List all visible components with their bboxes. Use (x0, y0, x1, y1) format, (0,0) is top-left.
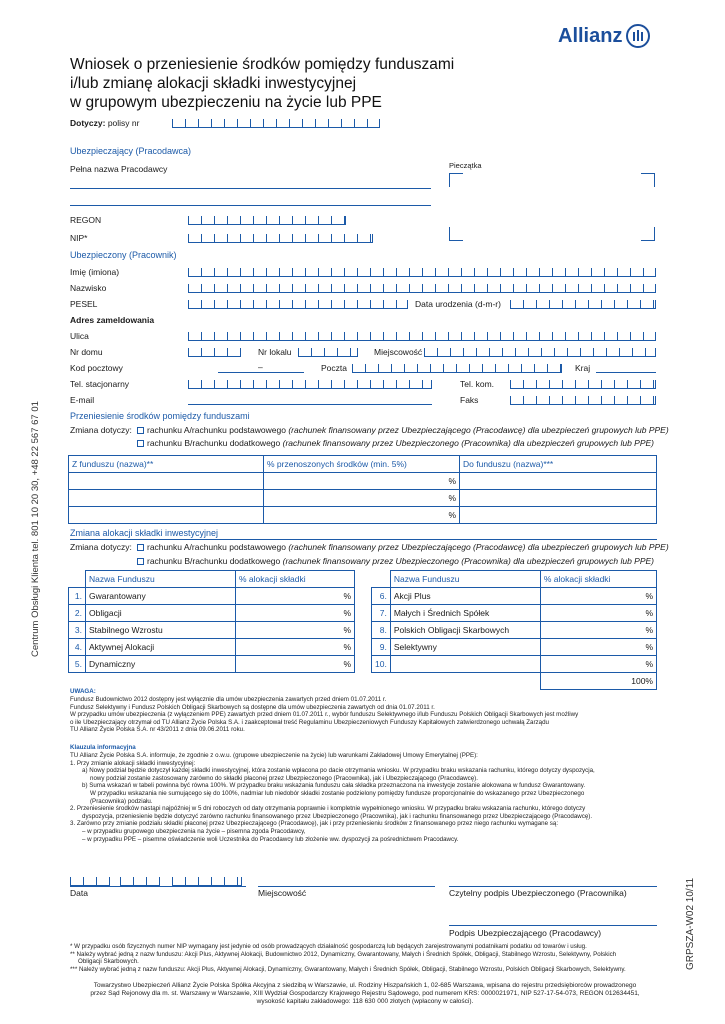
table-row: 1. Gwarantowany % (69, 588, 355, 605)
alloc-left-col-pct: % alokacji składki (236, 571, 355, 588)
phone-field[interactable] (188, 380, 432, 389)
notes-text: Fundusz Budownictwo 2012 dostępny jest wyłącznie dla umów ubezpieczenia zawartych przed dniem 01.07.2011 r. Fundusz Selektywny i Fundusz Polskich Obligacji Skarbowych są dostępne dla umów ubezpieczenia zawartych od dnia 01.07.2011 r. W przypadku umów ubezpieczenia (z wyłączeniem PPE) zawartych przed dniem 01.07.2011 r., wybór funduszu Selektywnego i/lub Funduszu Polskich Obligacji Skarbowych jest możliwy o ile Ubezpieczający otrzymał od TU Allianz Życie Polska S.A. i zaakceptował treść Regulaminu Ubezpieczeniowych Funduszy Kapitałowych zatwierdzonego uchwałą Zarządu TU Allianz Życie Polska S.A. nr 43/2011 z dnia 09.06.2011 roku. (70, 696, 579, 734)
regon-label: REGON (70, 215, 102, 225)
notes-heading: UWAGA: (70, 688, 96, 695)
transfer-heading: Przeniesienie środków pomiędzy funduszami (70, 411, 250, 421)
country-label: Kraj (575, 363, 591, 373)
table-row: % (69, 507, 657, 524)
stamp-corner-bl (449, 227, 463, 241)
table-row: 8. Polskich Obligacji Skarbowych % (372, 622, 657, 639)
insured-signature-label: Czytelny podpis Ubezpieczonego (Pracownika) (449, 888, 627, 898)
employer-name-label: Pełna nazwa Pracodawcy (70, 164, 168, 174)
email-field[interactable] (188, 404, 432, 405)
allocation-checkbox-a[interactable] (137, 544, 144, 551)
employer-signature-label: Podpis Ubezpieczającego (Pracodawcy) (449, 928, 602, 938)
transfer-col-pct: % przenoszonych środków (min. 5%) (264, 456, 460, 473)
table-row: % (69, 490, 657, 507)
allocation-option-b[interactable]: rachunku B/rachunku dodatkowego (rachunek finansowany przez Ubezpieczonego (Pracownika) dla ubezpieczeń grupowych lub PPE) (133, 556, 654, 566)
address-heading: Adres zameldowania (70, 315, 155, 325)
date-day-field[interactable] (70, 877, 110, 886)
street-field[interactable] (188, 332, 656, 341)
table-row: % (69, 473, 657, 490)
post-label: Poczta (321, 363, 347, 373)
table-row: 5. Dynamiczny % (69, 656, 355, 673)
side-contact: Centrum Obsługi Klienta tel. 801 10 20 30, +48 22 567 67 01 (30, 401, 41, 657)
place-field[interactable] (258, 886, 435, 887)
transfer-col-from: Z funduszu (nazwa)** (69, 456, 264, 473)
phone-label: Tel. stacjonarny (70, 379, 130, 389)
company-info: Towarzystwo Ubezpieczeń Allianz Życie Polska Spółka Akcyjna z siedzibą w Warszawie, ul. Rodziny Hiszpańskich 1, 02-685 Warszawa, wpisana do rejestru przedsiębiorców prowadzonego przez Sąd Rejonowy dla m. st. Warszawy w Warszawie, XIII Wydział Gospodarczy Krajowego Rejestru Sądowego, pod numerem KRS: 0000021971, NIP 527-17-54-073, REGON 012634451, wysokość kapitału zakładowego: 118 630 000 złotych (wpłacony w całości). (90, 982, 640, 1005)
house-no-field[interactable] (188, 348, 241, 357)
alloc-right-col-pct: % alokacji składki (540, 571, 656, 588)
transfer-col-to: Do funduszu (nazwa)*** (460, 456, 657, 473)
allocation-total: 100% (540, 673, 656, 690)
last-name-label: Nazwisko (70, 283, 107, 293)
allocation-heading: Zmiana alokacji składki inwestycyjnej (70, 528, 219, 538)
employee-heading: Ubezpieczony (Pracownik) (70, 250, 177, 260)
table-row: 7. Małych i Średnich Spółek % (372, 605, 657, 622)
pesel-label: PESEL (70, 299, 98, 309)
flat-no-field[interactable] (298, 348, 358, 357)
table-row: 3. Stabilnego Wzrostu % (69, 622, 355, 639)
date-label: Data (70, 888, 88, 898)
table-row: 9. Selektywny % (372, 639, 657, 656)
employer-signature-field[interactable] (449, 925, 657, 926)
mobile-label: Tel. kom. (460, 379, 495, 389)
table-row: 4. Aktywnej Alokacji % (69, 639, 355, 656)
email-label: E-mail (70, 395, 95, 405)
postal-code-label: Kod pocztowy (70, 363, 123, 373)
mobile-field[interactable] (510, 380, 656, 389)
total-row (372, 673, 657, 690)
insured-signature-field[interactable] (449, 886, 657, 887)
alloc-left-col-name: Nazwa Funduszu (86, 571, 236, 588)
house-no-label: Nr domu (70, 347, 103, 357)
policy-label: Dotyczy: polisy nr (70, 118, 140, 128)
transfer-checkbox-a[interactable] (137, 427, 144, 434)
allocation-table-right (371, 570, 657, 690)
stamp-label: Pieczątka (449, 161, 482, 170)
transfer-table (68, 455, 657, 524)
postal-dash: – (258, 362, 263, 372)
employer-name-line-2[interactable] (70, 205, 431, 206)
fax-field[interactable] (510, 396, 656, 405)
nip-field[interactable] (188, 234, 373, 243)
postal-code-field[interactable] (218, 372, 304, 373)
footnotes: * W przypadku osób fizycznych numer NIP wymagany jest jedynie od osób prowadzących działalność gospodarczą lub będących zarejestrowanymi podatnikami podatku od towarów i usług. ** Należy wybrać jedną z nazw funduszu: Akcji Plus, Aktywnej Alokacji, Budownictwo 2012, Dynamiczny, Gwarantowany, Małych i Średnich Spółek, Obligacji, Stabilnego Wzrostu, Selektywny, Polskich Obligacji Skarbowych. *** Należy wybrać jedną z nazw funduszu: Akcji Plus, Aktywnej Alokacji, Dynamiczny, Gwarantowany, Małych i Średnich Spółek, Obligacji, Stabilnego Wzrostu, Polskich Obligacji Skarbowych, Selektywny. (70, 943, 626, 973)
transfer-option-b[interactable]: rachunku B/rachunku dodatkowego (rachunek finansowany przez Ubezpieczonego (Pracownika) dla ubezpieczeń grupowych lub PPE) (133, 438, 654, 448)
transfer-option-a[interactable]: rachunku A/rachunku podstawowego (rachunek finansowany przez Ubezpieczającego (Pracodawcę) dla ubezpieczeń grupowych lub PPE) (133, 425, 669, 435)
last-name-field[interactable] (188, 284, 656, 293)
clause-text: TU Allianz Życie Polska S.A. informuje, że zgodnie z o.w.u. (grupowe ubezpieczenie na życie) lub warunkami Zakładowej Umowy Emerytalnej (PPE): 1. Przy zmianie alokacji składki inwestycyjnej: a) Nowy podział będzie dotyczył każdej składki inwestycyjnej, która zostanie wpłacona po dacie otrzymania wniosku. W przypadku braku wskazania rachunku, którego dotyczy dyspozycja, nowy podział zostanie zastosowany zarówno do składki płaconej przez Ubezpieczonego (Pracownika), jak i Ubezpieczającego (Pracodawcę). b) Suma wskazań w tabeli powinna być równa 100%. W przypadku braku wskazania funduszu cała składka przeznaczona na inwestycje zostanie alokowana w fundusz Gwarantowany. W przypadku wskazania nie sumującego się do 100%, nadmiar lub niedobór składki zostanie podzielony pomiędzy fundusze proporcjonalnie do wskazanego przez Ubezpieczonego (Pracownika) podziału. 2. Przeniesienie środków nastąpi najpóźniej w 5 dni roboczych od daty otrzymania poprawnie i kompletnie wypełnionego wniosku. W przypadku braku wskazania rachunku, którego dotyczy dyspozycja, przeniesienie będzie dotyczyć zarówno rachunku finansowanego przez Ubezpieczonego (Pracownika), jak i rachunku finansowanego przez Ubezpieczającego (Pracodawcę). 3. Zarówno przy zmianie podziału składki płaconej przez Ubezpieczającego (Pracodawcę), jak i przy przeniesieniu środków z finansowanego przez niego rachunku wymagane są: – w przypadku grupowego ubezpieczenia na życie – pisemna zgoda Pracodawcy, – w przypadku PPE – pisemne oświadczenie woli Uczestnika do Pracodawcy lub złożenie ww. dyspozycji za pośrednictwem Pracodawcy. (70, 752, 595, 843)
page-title: Wniosek o przeniesienie środków pomiędzy funduszami i/lub zmianę alokacji składki inwestycyjnej w grupowym ubezpieczeniu na życie lub PPE (70, 56, 455, 111)
stamp-corner-br (641, 227, 655, 241)
first-name-field[interactable] (188, 268, 656, 277)
stamp-corner-tl (449, 173, 463, 187)
alloc-right-col-name: Nazwa Funduszu (390, 571, 540, 588)
city-label: Miejscowość (374, 347, 423, 357)
city-field[interactable] (424, 348, 656, 357)
transfer-change-label: Zmiana dotyczy: (70, 425, 132, 435)
place-label: Miejscowość (258, 888, 307, 898)
date-year-field[interactable] (172, 877, 242, 886)
table-row: 10. % (372, 656, 657, 673)
pesel-field[interactable] (188, 300, 408, 309)
country-field[interactable] (596, 372, 656, 373)
clause-heading: Klauzula informacyjna (70, 744, 136, 751)
table-row: 6. Akcji Plus % (372, 588, 657, 605)
allocation-checkbox-b[interactable] (137, 558, 144, 565)
birth-date-label: Data urodzenia (d-m-r) (415, 299, 501, 309)
form-code: GRPSZA-W02 10/11 (685, 877, 696, 970)
allocation-table-left (68, 570, 355, 673)
date-month-field[interactable] (120, 877, 160, 886)
street-label: Ulica (70, 331, 89, 341)
allocation-option-a[interactable]: rachunku A/rachunku podstawowego (rachunek finansowany przez Ubezpieczającego (Pracodawcę) dla ubezpieczeń grupowych lub PPE) (133, 542, 669, 552)
brand-name: Allianz (558, 24, 623, 47)
post-field[interactable] (352, 364, 562, 373)
date-line (70, 886, 246, 887)
allianz-eagle-icon (626, 24, 650, 48)
policy-number-field[interactable] (172, 119, 380, 128)
nip-label: NIP* (70, 233, 88, 243)
fax-label: Faks (460, 395, 479, 405)
transfer-checkbox-b[interactable] (137, 440, 144, 447)
first-name-label: Imię (imiona) (70, 267, 120, 277)
allianz-logo (558, 24, 650, 48)
allocation-divider (70, 539, 657, 540)
employer-name-line-1[interactable] (70, 188, 431, 189)
regon-field[interactable] (188, 216, 346, 225)
birth-date-field[interactable] (510, 300, 656, 309)
allocation-change-label: Zmiana dotyczy: (70, 542, 132, 552)
employer-heading: Ubezpieczający (Pracodawca) (70, 146, 192, 156)
table-row: 2. Obligacji % (69, 605, 355, 622)
flat-no-label: Nr lokalu (258, 347, 292, 357)
stamp-corner-tr (641, 173, 655, 187)
